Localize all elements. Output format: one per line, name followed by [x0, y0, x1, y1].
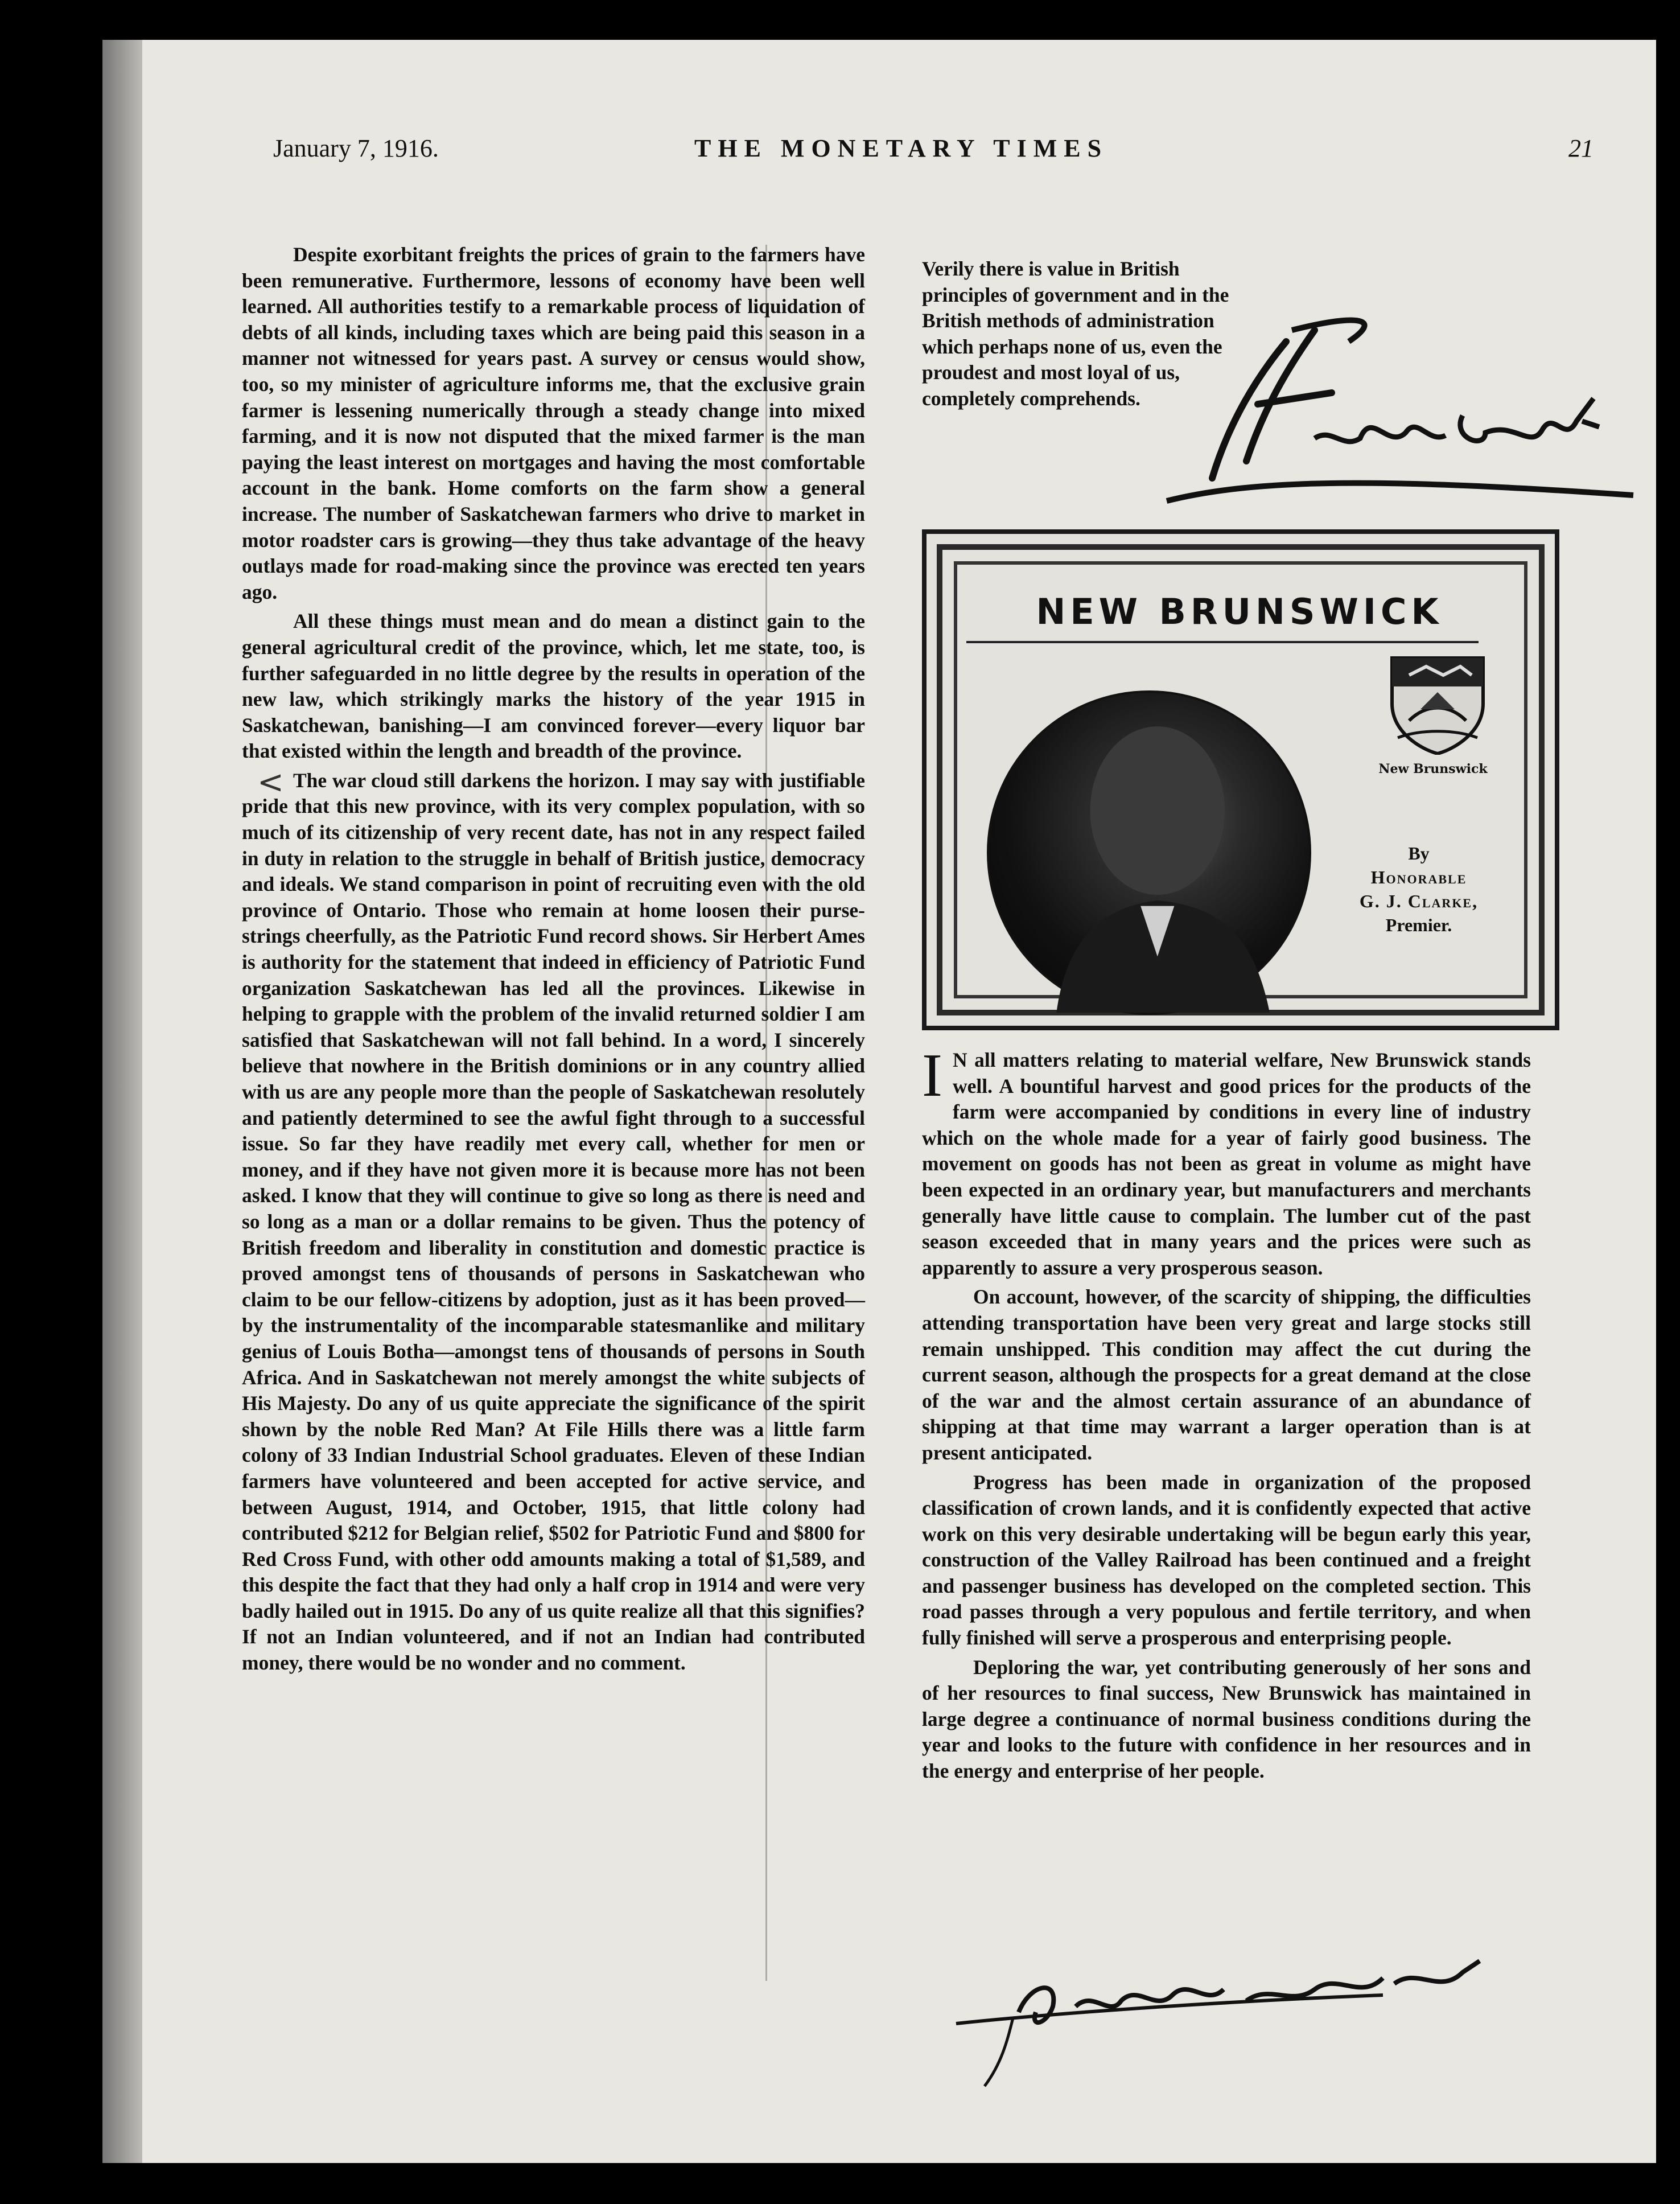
right-paragraph-1 [922, 1042, 1531, 1281]
crest-caption: New Brunswick [1378, 762, 1488, 776]
article-byline [1325, 841, 1513, 937]
page-header [273, 134, 1593, 174]
new-brunswick-crest-icon [1386, 652, 1489, 755]
magazine-page [102, 40, 1656, 2163]
right-column [922, 1042, 1531, 1788]
right-paragraph-4: Deploring the war, yet contributing generously of her sons and of her resources to final success, New Brunswick has maintained in large degree a continuance of normal business conditions during the year and looks to the future with confidence in her resources and in the energy and enterprise of her people. [922, 1655, 1531, 1783]
new-brunswick-feature-box [922, 529, 1559, 1030]
right-paragraph-1-text: N all matters relating to material welfare, New Brunswick stands well. A bountiful harvest and good prices for the products of the farm were accompanied by conditions in every line of industry which on the whole made for a year of fairly good business. The movement on goods has not been as great in volume as might have been expected in an ordinary year, but manufacturers and merchants generally have little cause to complain. The lumber cut of the past season exceeded that in many years and the prices were such as apparently to assure a very prosperous season. [922, 1048, 1531, 1279]
right-paragraph-3: Progress has been made in organization of the proposed classification of crown lands, and it is confidently expected that active work on this very desirable undertaking will be begun early this year, construction of the Valley Railroad has been continued and a freight and passenger business has developed on the completed section. This road passes through a very populous and fertile territory, and when fully finished will serve a prosperous and enterprising people. [922, 1470, 1531, 1650]
left-paragraph-1: Despite exorbitant freights the prices of grain to the farmers have been remunerative. Furthermore, lessons of economy have been well learned. All authorities testify to a remarkable process of liquidation of debts of all kinds, including taxes which are being paid this season in a manner not witnessed for years past. A survey or census would show, too, so my minister of agriculture informs me, that the exclusive grain farmer is lessening numerically through a steady change into mixed farming, and it is now not disputed that the mixed farmer is the man paying the least interest on mortgages and having the most comfortable account in the bank. Home comforts on the farm show a general increase. The number of Saskatchewan farmers who drive to market in motor roadster cars is growing—they thus take advantage of the heavy outlays made for road-making since the province was erected ten years ago. [242, 243, 865, 603]
right-paragraph-2: On account, however, of the scarcity of shipping, the difficulties attending transportation have been very great and large stocks still remain unshipped. This condition may affect the cut during the current season, although the prospects for a great demand at the close of the war and the almost certain assurance of an abundance of shipping at that time may warrant a larger operation than is at present anticipated. [922, 1285, 1531, 1464]
left-paragraph-2: All these things must mean and do mean a distinct gain to the general agricultural credit of the province, which, let me state, too, is further safeguarded in no little degree by the results in operation of the new law, which strikingly marks the history of the year 1915 in Saskatchewan, banishing—I am convinced forever—every liquor bar that existed within the length and breadth of the province. [242, 610, 865, 763]
clarke-signature [950, 1950, 1656, 2098]
page-number: 21 [1568, 134, 1593, 162]
closing-paragraph-scott: Verily there is value in British principles of government and in the British methods of administration which perhaps none of us, even the proudest and most loyal of us, completely comprehends. [922, 257, 1229, 410]
byline-title: Premier. [1385, 915, 1452, 935]
byline-name: G. J. Clarke, [1359, 891, 1479, 911]
byline-honorable: Honorable [1370, 867, 1467, 887]
title-underline [966, 641, 1479, 643]
left-column [242, 242, 865, 1680]
walter-scott-signature [1144, 307, 1656, 524]
byline-by: By [1408, 843, 1430, 863]
left-paragraph-3: The war cloud still darkens the horizon. I may say with justifiable pride that this new province, with its very complex population, with so much of its citizenship of very recent date, has not in any respect failed in duty in relation to the struggle in behalf of British justice, democracy and ideals. We stand comparison in point of recruiting even with the old province of Ontario. Those who remain at home loosen their purse-strings cheerfully, as the Patriotic Fund record shows. Sir Herbert Ames is authority for the statement that indeed in efficiency of Patriotic Fund organization Saskatchewan has led all the provinces. Likewise in helping to grapple with the problem of the invalid returned soldier I am satisfied that Saskatchewan will not fall behind. In a word, I sincerely believe that nowhere in the British dominions or in any country allied with us are any people more than the people of Saskatchewan resolutely and patiently determined to see the awful fight through to a successful issue. So far they have readily met every call, whether for men or money, and if they have not given more it is because more has not been asked. I know that they will continue to give so long as there is need and so long as a man or a dollar remains to be given. Thus the potency of British freedom and liberality in constitution and domestic practice is proved amongst tens of thousands of persons in Saskatchewan who claim to be our fellow-citizens by adoption, just as it has been proved—by the instrumentality of the incomparable statesmanlike and military genius of Louis Botha—amongst tens of thousands of persons in South Africa. And in Saskatchewan not merely amongst the white subjects of His Majesty. Do any of us quite appreciate the significance of the spirit shown by the noble Red Man? At File Hills there was a little farm colony of 33 Indian Industrial School graduates. Eleven of these Indian farmers have volunteered and been accepted for active service, and between August, 1914, and October, 1915, that little colony had contributed $212 for Belgian relief, $502 for Patriotic Fund and $800 for Red Cross Fund, with other odd amounts making a total of $1,589, and this despite the fact that they had only a half crop in 1914 and were very badly hailed out in 1915. Do any of us quite realize all that this signifies? If not an Indian volunteered, and if not an Indian had contributed money, there would be no wonder and no comment. [242, 768, 865, 1675]
drop-cap: I [922, 1042, 942, 1109]
premier-portrait [987, 690, 1311, 1015]
portrait-silhouette [989, 693, 1309, 1013]
page-gutter-shadow [102, 40, 142, 2163]
margin-mark: < [257, 764, 284, 801]
publication-title: THE MONETARY TIMES [694, 134, 1109, 162]
feature-title: NEW BRUNSWICK [1036, 591, 1443, 632]
issue-date: January 7, 1916. [273, 134, 439, 162]
